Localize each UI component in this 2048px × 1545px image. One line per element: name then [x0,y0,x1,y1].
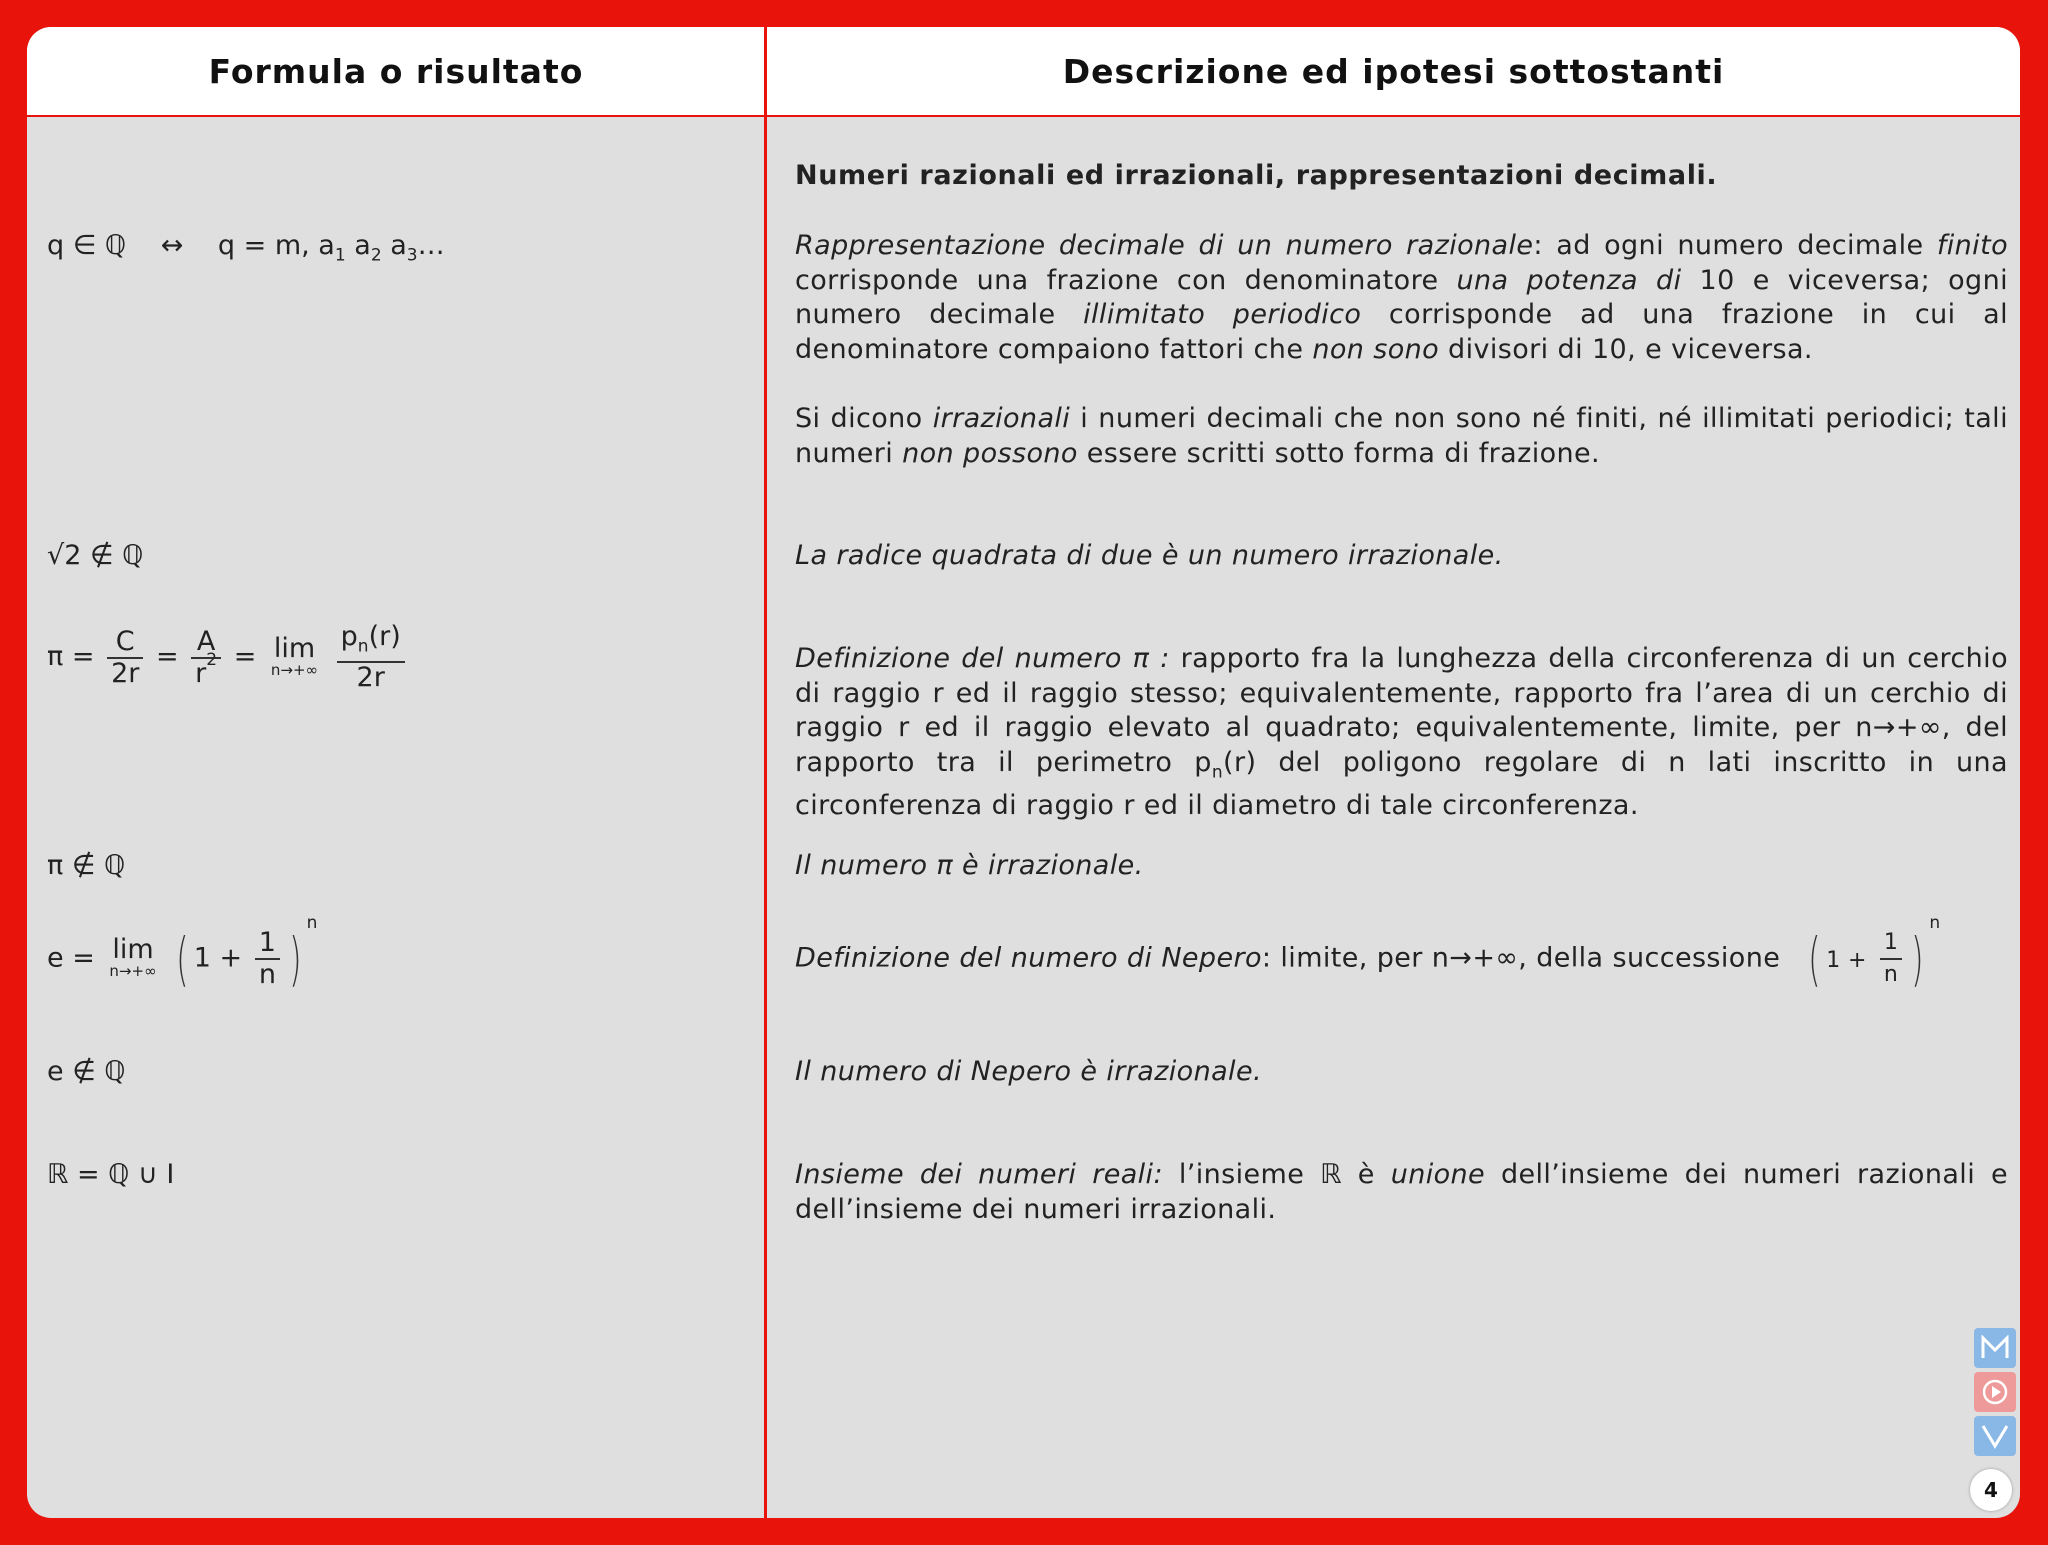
description-pi-definition [795,642,2008,824]
italic-text: unione [1390,1159,1486,1190]
left-paren: ( [176,925,189,993]
text: l’insieme ℝ è [1162,1159,1391,1190]
successione-formula [1803,913,1941,993]
formula-text: e = [47,942,95,974]
subscript: n [1211,761,1224,782]
formula-text: = [233,641,257,673]
text: Si dicono [795,403,933,434]
denominator: n [258,959,276,990]
italic-text: Definizione del numero π : [795,643,1170,674]
italic-text: irrazionali [932,403,1071,434]
text: i numeri decimali che non sono né finiti, né illimitati periodici; tali numeri [795,403,2008,469]
formula-pi-irrational: π ∉ ℚ [47,850,126,881]
formula-sqrt2: √2 ∉ ℚ [47,540,144,571]
lim-subscript: n→+∞ [270,660,319,679]
formula-reals-union: ℝ = ℚ ∪ I [47,1159,175,1190]
column-divider [764,27,767,1518]
page-number-badge: 4 [1970,1469,2012,1511]
table-header [27,27,2020,117]
subscript: 2 [370,245,382,266]
right-paren: ) [1911,925,1925,993]
description-pi-irrational: Il numero π è irrazionale. [795,850,1144,881]
text: (r) del poligono regolare di n lati inscritto in una circonferenza di raggio r ed il diametro di tale circonferenza. [795,746,2008,822]
formula-text: … [417,230,445,261]
formula-text: p [340,621,358,652]
formula-text: a [354,230,371,261]
lim-text: lim [112,934,154,965]
fraction [337,622,405,693]
side-navigation [1974,1328,2016,1460]
exponent: n [306,913,318,933]
formula-text: q = m, a [217,230,335,261]
section-title: Numeri razionali ed irrazionali, rappresentazioni decimali. [795,160,1718,191]
numerator: C [107,627,143,659]
formula-e-irrational: e ∉ ℚ [47,1056,126,1087]
italic-text: Insieme dei numeri reali: [795,1159,1163,1190]
text: 10 e viceversa; ogni numero decimale [795,264,2008,330]
fraction [255,928,280,990]
denominator: n [1883,962,1899,987]
denominator: 2r [356,662,385,694]
text: essere scritti sotto forma di frazione. [1077,437,1601,469]
italic-text: non sono [1312,333,1440,365]
text: corrisponde una frazione con denominatore [795,264,1457,296]
formula-pi-definition [47,622,409,693]
chevron-down-icon[interactable] [1974,1416,2016,1456]
description-sqrt2: La radice quadrata di due è un numero irrazionale. [795,540,1504,571]
column-header-formula: Formula o risultato [208,52,584,91]
text: : limite, per n→+∞, della successione [1261,942,1781,974]
lim-text: lim [273,632,316,664]
lim-subscript: n→+∞ [109,962,157,980]
italic-text: finito [1936,230,2008,261]
text: rapporto fra la lunghezza della circonferenza di un cerchio di raggio r ed il raggio stesso; equivalentemente, rapporto fra l’area di un cerchio di raggio r ed il raggio elevato al quadrato; equivalentemente, limite, per n→+∞, del rapporto tra il perimetro p [795,643,2009,778]
text: corrisponde ad una frazione in cui al denominatore compaiono fattori che [795,299,2008,365]
menu-icon[interactable] [1974,1328,2016,1368]
formula-e-definition [47,913,318,993]
description-reals [795,1158,2008,1227]
italic-text: Definizione del numero di Nepero [795,942,1262,974]
formula-text: (r) [368,621,401,652]
formula-text: a [390,230,407,261]
denominator [191,649,221,689]
fraction [107,627,143,689]
denominator: 2r [111,657,140,689]
formula-text: 1 + [1826,947,1867,973]
formula-text: 1 + [193,942,243,974]
limit [109,934,157,980]
text: dell’insieme dei numeri razionali e dell’insieme dei numeri irrazionali. [795,1159,2009,1225]
play-icon[interactable] [1974,1372,2016,1412]
italic-text: illimitato periodico [1083,299,1362,330]
numerator: A [191,627,221,659]
italic-text: una potenza di [1456,264,1682,296]
formula-decimal-representation [47,229,445,273]
numerator [337,622,405,663]
right-paren: ) [289,925,302,993]
formula-text: = [155,641,179,673]
text: divisori di 10, e viceversa. [1439,333,1813,365]
description-irrational-numbers [795,402,2008,471]
left-paren: ( [1808,925,1822,993]
numerator: 1 [255,928,280,960]
exponent: 2 [206,649,218,670]
formula-text: r [195,657,207,689]
description-decimal-representation [795,229,2008,367]
formula-text: π = [47,641,95,673]
slide-card [27,27,2020,1518]
subscript: 3 [406,245,418,266]
italic-text: Rappresentazione decimale di un numero razionale [795,230,1534,261]
exponent: n [1929,913,1941,933]
subscript: n [357,636,369,657]
numerator: 1 [1880,928,1902,960]
formula-text: q ∈ ℚ [47,230,127,261]
fraction [1880,928,1902,990]
iff-arrow: ↔ [160,230,184,261]
text: : ad ogni numero decimale [1533,230,1937,261]
description-e-definition [795,913,2008,993]
subscript: 1 [334,245,346,266]
column-header-description: Descrizione ed ipotesi sottostanti [1062,52,1725,91]
fraction [191,627,221,689]
description-e-irrational: Il numero di Nepero è irrazionale. [795,1056,1262,1087]
italic-text: non possono [902,437,1078,469]
limit [270,632,319,679]
